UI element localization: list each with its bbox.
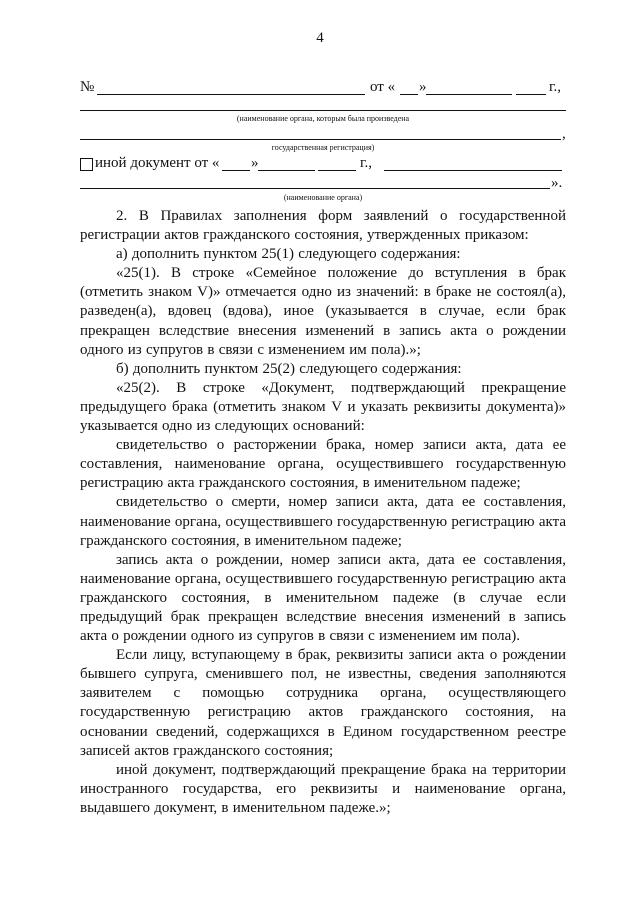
closing-quote: ».: [551, 175, 563, 191]
day-underline: [400, 94, 418, 95]
other-day-underline: [222, 170, 250, 171]
authority-name-caption: (наименование органа): [283, 193, 363, 202]
authority-caption: (наименование органа, которым была произведена: [236, 114, 410, 123]
paragraph: а) дополнить пунктом 25(1) следующего содержания:: [116, 246, 461, 263]
number-underline: [97, 94, 365, 95]
other-document-checkbox[interactable]: [80, 158, 93, 171]
other-year-underline: [318, 170, 356, 171]
paragraph: «25(1). В строке «Семейное положение до вступления в брак (отметить знаком V)» отмечается одно из значений: в браке не состоял(а), разведен(а), вдовец (вдова), иное (указывается в случае, если брак прекращен вследствие внесения изменений в запись акта о рождении одного из супругов в связи с изменением им пола).»;: [80, 265, 566, 358]
other-quote-close: »: [251, 155, 259, 171]
paragraph: б) дополнить пунктом 25(2) следующего содержания:: [116, 360, 462, 377]
registration-caption: государственная регистрация): [271, 143, 375, 152]
other-authority-underline: [80, 188, 550, 189]
number-label: №: [80, 79, 95, 95]
month-underline: [426, 94, 512, 95]
paragraph: Если лицу, вступающему в брак, реквизиты записи акта о рождении бывшего супруга, сменившего пол, не известны, сведения заполняются заявителем с помощью сотрудника органа, осуществляющего государственную регистрацию актов гражданского состояния, на основании сведений, содержащихся в Едином государственном реестре записей актов гражданского состояния;: [80, 647, 566, 759]
other-details-underline: [384, 170, 562, 171]
page-number: 4: [316, 30, 324, 46]
paragraph: «25(2). В строке «Документ, подтверждающий прекращение предыдущего брака (отметить знаком V и указать реквизиты документа)» указывается одно из следующих оснований:: [80, 379, 566, 435]
body-text: [80, 207, 566, 818]
other-year-label: г.,: [360, 155, 372, 171]
other-month-underline: [258, 170, 315, 171]
date-from-label: от «: [370, 79, 396, 95]
authority-underline-2: [80, 139, 561, 140]
date-quote-close: »: [419, 79, 427, 95]
other-document-label: иной документ от «: [95, 155, 220, 171]
paragraph: 2. В Правилах заполнения форм заявлений о государственной регистрации актов гражданского состояния, утвержденных приказом:: [80, 208, 566, 244]
comma-mark: ,: [562, 126, 566, 142]
year-label: г.,: [549, 79, 561, 95]
paragraph: свидетельство о смерти, номер записи акта, дата ее составления, наименование органа, осуществившего государственную регистрацию акта гражданского состояния, в именительном падеже;: [80, 494, 566, 549]
paragraph: запись акта о рождении, номер записи акта, дата ее составления, наименование органа, осуществившего государственную регистрацию акта гражданского состояния, в именительном падеже (в случае если предыдущий брак прекращен вследствие внесения изменений в запись акта о рождении одного из супругов в связи с изменением им пола).: [80, 551, 566, 645]
paragraph: свидетельство о расторжении брака, номер записи акта, дата ее составления, наименование органа, осуществившего государственную регистрацию акта гражданского состояния, в именительном падеже;: [80, 437, 566, 492]
year-underline: [516, 94, 546, 95]
paragraph: иной документ, подтверждающий прекращение брака на территории иностранного государства, его реквизиты и наименование органа, выдавшего документ, в именительном падеже.»;: [80, 761, 566, 816]
authority-underline-1: [80, 110, 566, 111]
